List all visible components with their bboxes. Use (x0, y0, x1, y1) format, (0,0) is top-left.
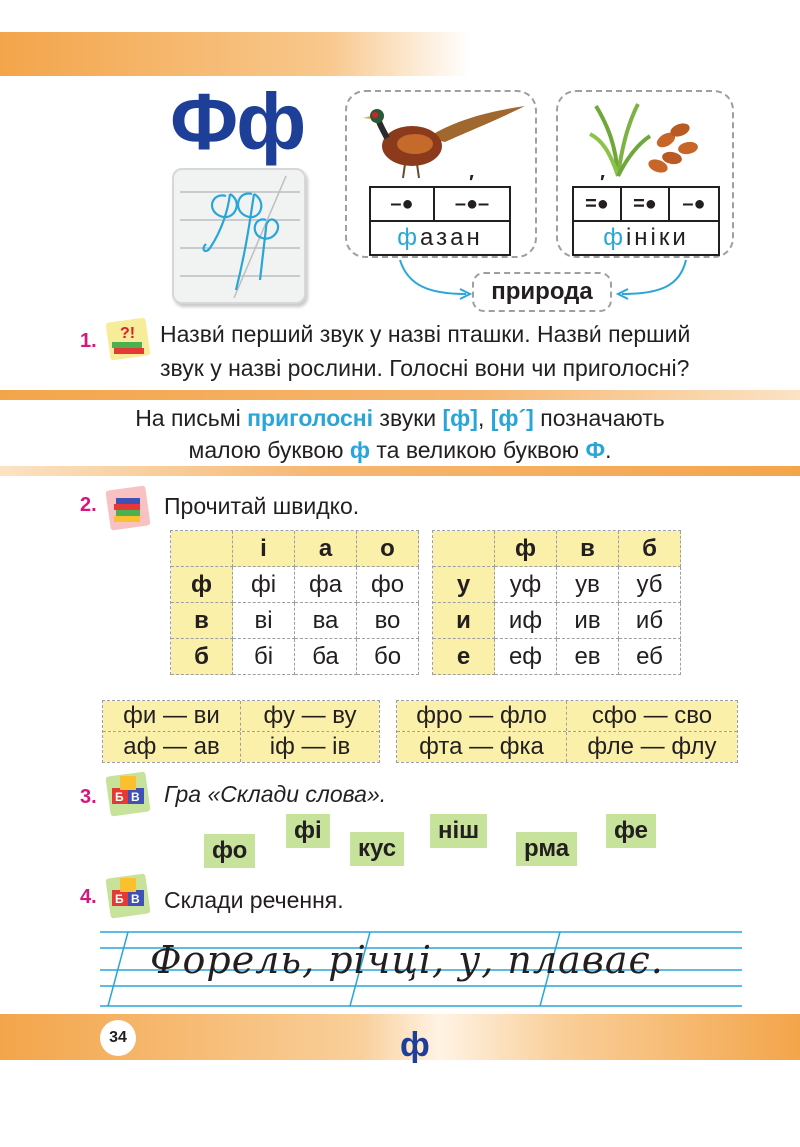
sound-scheme (369, 172, 511, 222)
table-row-header: е (433, 639, 495, 675)
svg-text:В: В (131, 790, 140, 804)
table-header-cell: а (295, 531, 357, 567)
table-row (171, 639, 419, 675)
pair-item: фи — ви (103, 701, 241, 731)
svg-text:?!: ?! (120, 325, 136, 342)
table-cell: фі (233, 567, 295, 603)
letter-blocks-icon (104, 872, 154, 922)
table-row-header: ф (171, 567, 233, 603)
scheme-cell: =● (622, 188, 670, 220)
syllable-tile: фо (204, 834, 255, 868)
rule-highlight: ф (349, 437, 370, 463)
table-cell: во (357, 603, 419, 639)
task-number: 3. (80, 786, 97, 808)
pair-item: фта — фка (397, 732, 567, 762)
syllable-table-left (170, 530, 419, 675)
scheme-cell: –● (371, 188, 435, 220)
table-header-cell: в (557, 531, 619, 567)
rule-highlight: [ф´] (490, 405, 534, 431)
table-cell: фо (357, 567, 419, 603)
rule-text: На письмі (135, 405, 248, 431)
rule-text: звуки (373, 405, 443, 431)
table-cell: ив (557, 603, 619, 639)
header-band (0, 32, 470, 76)
table-header-row (171, 531, 419, 567)
table-header-cell (433, 531, 495, 567)
syllable-tile: фе (606, 814, 656, 848)
stress-mark: ′ (469, 172, 474, 194)
task4-text: Склади речення. (164, 887, 344, 913)
svg-text:Б: Б (115, 790, 124, 804)
pair-item: іф — ів (241, 732, 379, 762)
task1-line2: звук у назві рослини. Голосні вони чи приголосні? (160, 355, 690, 381)
pair-row (103, 701, 379, 732)
table-row-header: б (171, 639, 233, 675)
table-header-cell (171, 531, 233, 567)
table-row-header: в (171, 603, 233, 639)
page-title-letters: Фф (170, 77, 305, 166)
table-row (171, 567, 419, 603)
rule-text: . (605, 437, 612, 463)
table-cell: иб (619, 603, 681, 639)
word-first-letter: ф (397, 224, 421, 251)
sound-scheme (572, 172, 720, 222)
letter-blocks-icon (104, 770, 154, 820)
table-cell: еб (619, 639, 681, 675)
page-number: 34 (100, 1020, 136, 1056)
table-header-cell: о (357, 531, 419, 567)
rule-text: , (477, 405, 491, 431)
handwriting-letter-box (172, 168, 306, 304)
table-cell: ба (295, 639, 357, 675)
scheme-cell-text: =● (585, 192, 609, 215)
rule-line1 (0, 402, 800, 434)
table-cell: еф (495, 639, 557, 675)
task3-text: Гра «Склади слова». (164, 781, 387, 807)
table-cell: бі (233, 639, 295, 675)
word-box (572, 222, 720, 256)
table-row (171, 603, 419, 639)
table-cell: ев (557, 639, 619, 675)
syllable-tile: фі (286, 814, 330, 848)
rule-highlight: [ф] (442, 405, 478, 431)
pair-row (397, 732, 737, 762)
svg-text:Б: Б (115, 892, 124, 906)
task2-text: Прочитай швидко. (164, 493, 360, 519)
pair-row (397, 701, 737, 732)
rule-band-bottom (0, 466, 800, 476)
table-row (433, 603, 681, 639)
scheme-cell: –● (682, 192, 706, 215)
table-row-header: у (433, 567, 495, 603)
table-cell: ув (557, 567, 619, 603)
table-row (433, 639, 681, 675)
rule-text: позначають (533, 405, 665, 431)
table-row (433, 567, 681, 603)
pair-row (103, 732, 379, 762)
rule-highlight: Ф (585, 437, 606, 463)
rule-highlight: приголосні (247, 405, 374, 431)
svg-text:В: В (131, 892, 140, 906)
rule-band-top (0, 390, 800, 400)
scheme-cell-text: –●– (454, 192, 490, 215)
syllable-tile: ніш (430, 814, 487, 848)
pairs-right (396, 700, 738, 763)
word-rest: азан (420, 224, 483, 251)
word-rest: ініки (625, 224, 689, 251)
rule-line2 (0, 434, 800, 466)
pair-item: аф — ав (103, 732, 241, 762)
word-card-pheasant (345, 90, 537, 258)
pairs-left (102, 700, 380, 763)
task-number: 2. (80, 494, 97, 516)
task-number: 4. (80, 886, 97, 908)
word-first-letter: ф (603, 224, 626, 251)
rule-text: малою буквою (188, 437, 350, 463)
footer-letter: ф (400, 1026, 430, 1064)
pair-item: сфо — сво (567, 701, 737, 731)
table-cell: уб (619, 567, 681, 603)
category-label: природа (472, 272, 612, 312)
table-header-cell: б (619, 531, 681, 567)
pair-item: фро — фло (397, 701, 567, 731)
syllable-tile: рма (516, 832, 577, 866)
question-books-icon (104, 316, 154, 362)
table-row-header: и (433, 603, 495, 639)
handwriting-letter-icon (174, 170, 304, 302)
table-cell: бо (357, 639, 419, 675)
handwriting-sentence: Форель, річці, у, плаває. (150, 938, 664, 982)
stress-mark: ′ (600, 172, 605, 194)
table-cell: ва (295, 603, 357, 639)
syllable-table-right (432, 530, 681, 675)
books-icon (104, 484, 154, 532)
pheasant-icon (357, 98, 527, 182)
word-box (369, 222, 511, 256)
pair-item: фу — ву (241, 701, 379, 731)
table-cell: иф (495, 603, 557, 639)
table-header-cell: ф (495, 531, 557, 567)
table-header-row (433, 531, 681, 567)
syllable-tile: кус (350, 832, 404, 866)
task-number: 1. (80, 330, 97, 352)
table-cell: уф (495, 567, 557, 603)
dates-plant-icon (588, 96, 708, 182)
table-cell: ві (233, 603, 295, 639)
table-header-cell: і (233, 531, 295, 567)
scheme-cell-stressed (574, 172, 622, 220)
task1-line1: Назви́ перший звук у назві пташки. Назви́ перший (160, 321, 691, 347)
word-card-dates (556, 90, 734, 258)
table-cell: фа (295, 567, 357, 603)
scheme-cell-stressed (435, 172, 509, 220)
rule-text: та великою буквою (369, 437, 586, 463)
pair-item: фле — флу (567, 732, 737, 762)
